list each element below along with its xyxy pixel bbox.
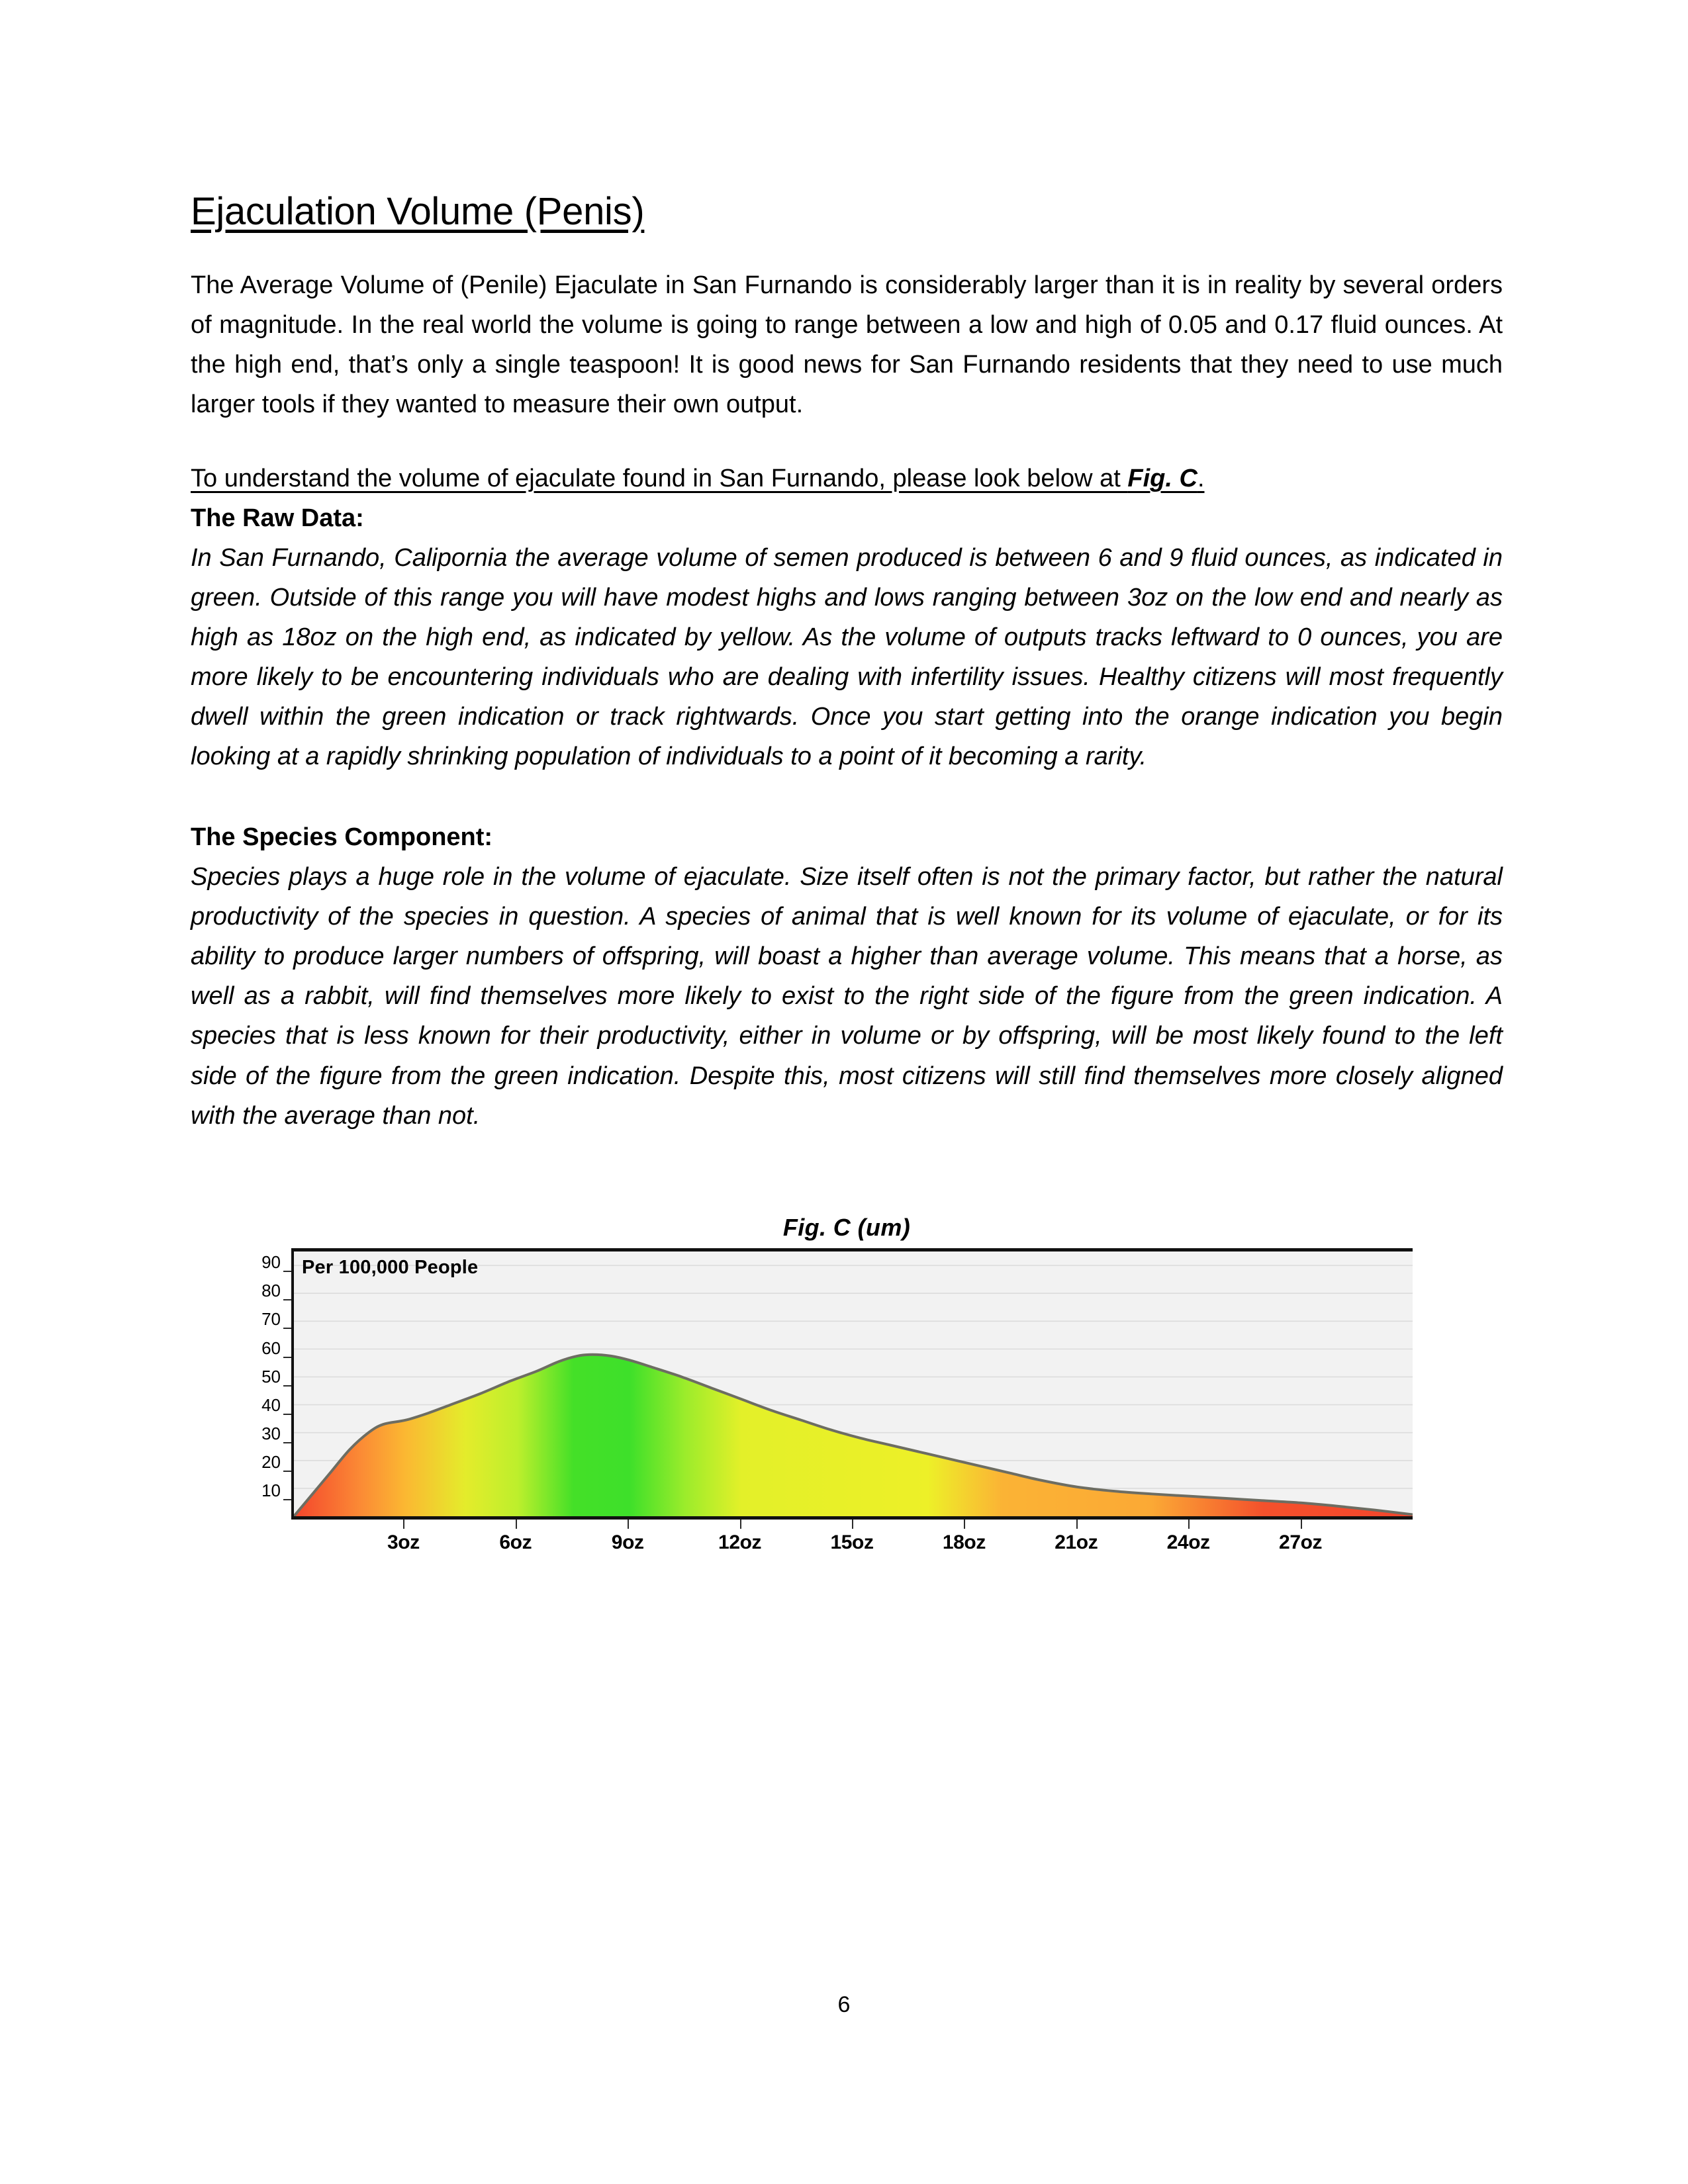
chart-area (254, 1248, 1413, 1559)
figure-c (191, 1214, 1503, 1584)
y-axis-tick-label: 20 (261, 1452, 281, 1473)
intro-paragraph: The Average Volume of (Penile) Ejaculate in San Furnando is considerably larger than it is in reality by several orders of magnitude. In the real world the volume is going to range between a low and high of 0.05 and 0.17 fluid ounces. At the high end, that’s only a single teaspoon! It is good news for San Furnando residents that they need to use much larger tools if they wanted to measure their own output. (191, 271, 1503, 419)
page-number: 6 (837, 1992, 851, 2017)
y-axis-tick-label: 90 (261, 1252, 281, 1273)
y-axis-labels (254, 1248, 283, 1520)
x-axis-tick-label: 12oz (718, 1531, 762, 1553)
page-title: Ejaculation Volume (Penis) (191, 190, 645, 233)
page-content (191, 0, 1503, 1584)
x-axis-tick-label: 3oz (387, 1531, 420, 1553)
raw-data-paragraph: In San Furnando, Calipornia the average volume of semen produced is between 6 and 9 fluid ounces, as indicated in green. Outside of this range you will have modest highs and lows ranging between 3oz on the low end and nearly as high as 18oz on the high end, as indicated by yellow. As the volume of outputs tracks leftward to 0 ounces, you are more likely to be encountering individuals who are dealing with infertility issues. Healthy citizens will most frequently dwell within the green indication or track rightwards. Once you start getting into the orange indication you begin looking at a rapidly shrinking population of individuals to a point of it becoming a rarity. (191, 544, 1503, 771)
x-axis-tick (740, 1520, 741, 1529)
y-axis-tick-label: 60 (261, 1338, 281, 1358)
x-axis-tick (1301, 1520, 1302, 1529)
chart-title: Fig. C (um) (782, 1213, 911, 1241)
y-axis-tick-label: 40 (261, 1394, 281, 1415)
x-axis-tick-label: 15oz (830, 1531, 874, 1553)
species-component-heading: The Species Component: (191, 823, 493, 852)
x-axis-tick-label: 21oz (1055, 1531, 1098, 1553)
y-axis-tick-label: 50 (261, 1366, 281, 1387)
y-axis-tick-label: 10 (261, 1480, 281, 1501)
lead-text-after: . (1197, 465, 1205, 493)
x-axis-tick (964, 1520, 965, 1529)
figure-reference: Fig. C (1127, 465, 1197, 493)
chart-curve (294, 1251, 1413, 1516)
lead-text-before: To understand the volume of ejaculate found in San Furnando, please look below at (191, 465, 1128, 493)
x-axis-tick-label: 27oz (1279, 1531, 1323, 1553)
chart-plot-inner (294, 1251, 1413, 1516)
chart-annotation: Per 100,000 People (302, 1256, 479, 1278)
x-axis-tick (403, 1520, 404, 1529)
raw-data-heading: The Raw Data: (191, 504, 364, 533)
y-axis-tick-label: 80 (261, 1281, 281, 1301)
x-axis-tick-label: 24oz (1166, 1531, 1210, 1553)
x-axis-tick-label: 18oz (942, 1531, 986, 1553)
x-axis-tick (1076, 1520, 1078, 1529)
x-axis-tick-label: 6oz (499, 1531, 532, 1553)
chart-plot (291, 1248, 1413, 1520)
figure-reference-line (191, 459, 1503, 498)
species-component-paragraph: Species plays a huge role in the volume of ejaculate. Size itself often is not the primary factor, but rather the natural productivity of the species in question. A species of animal that is well known for its volume of ejaculate, or for its ability to produce larger numbers of offspring, will boast a higher than average volume. This means that a horse, as well as a rabbit, will find themselves more likely to exist to the right side of the figure from the green indication. A species that is less known for their productivity, either in volume or by offspring, will be most likely found to the left side of the figure from the green indication. Despite this, most citizens will still find themselves more closely aligned with the average than not. (191, 863, 1503, 1130)
x-axis-tick-label: 9oz (611, 1531, 644, 1553)
y-axis-tick-label: 70 (261, 1309, 281, 1330)
x-axis-tick (516, 1520, 517, 1529)
y-axis-tick-label: 30 (261, 1424, 281, 1444)
x-axis-tick (852, 1520, 853, 1529)
x-axis-tick (628, 1520, 629, 1529)
x-axis-tick (1188, 1520, 1190, 1529)
x-axis (291, 1520, 1413, 1559)
